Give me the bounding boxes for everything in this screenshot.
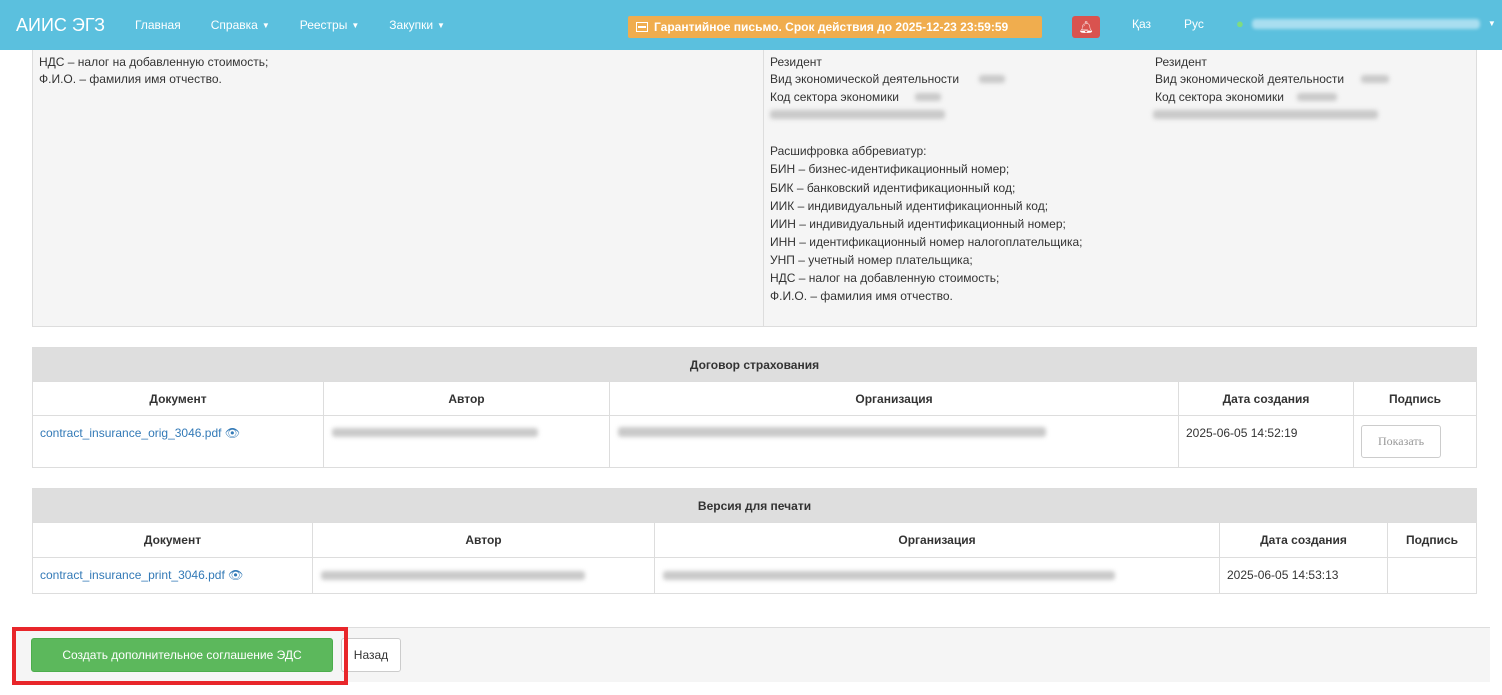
col-organization: Организация	[610, 382, 1179, 415]
redacted-value	[770, 110, 945, 119]
eye-icon[interactable]: 👁︎	[224, 426, 241, 440]
redacted-value	[1153, 110, 1378, 119]
organization-cell	[610, 416, 1179, 467]
guarantee-letter-text: Гарантийное письмо. Срок действия до 2025-12-23 23:59:59	[654, 20, 1009, 34]
table-header-row	[33, 523, 1476, 558]
abbr-iik: ИИК – индивидуальный идентификационный код;	[770, 199, 1049, 213]
middle-resident: Резидент	[770, 55, 822, 69]
highlight-frame	[12, 627, 348, 685]
date-cell: 2025-06-05 14:53:13	[1220, 558, 1388, 593]
document-link[interactable]: contract_insurance_print_3046.pdf	[40, 568, 225, 582]
table-title: Версия для печати	[33, 489, 1476, 523]
back-button[interactable]: Назад	[341, 638, 401, 672]
abbr-vat: НДС – налог на добавленную стоимость;	[770, 271, 1000, 285]
user-name-redacted	[1252, 19, 1480, 29]
document-link[interactable]: contract_insurance_orig_3046.pdf	[40, 426, 222, 440]
organization-cell	[655, 558, 1220, 593]
caret-down-icon: ▼	[351, 20, 360, 30]
col-organization: Организация	[655, 523, 1220, 557]
lang-kz[interactable]: Қаз	[1132, 17, 1152, 31]
redacted-author	[321, 571, 585, 580]
right-sector: Код сектора экономики	[1155, 90, 1284, 104]
show-signature-button[interactable]: Показать	[1361, 425, 1441, 458]
middle-activity: Вид экономической деятельности	[770, 72, 960, 86]
notifications-button[interactable]	[1072, 16, 1100, 38]
col-author: Автор	[313, 523, 655, 557]
abbr-bin: БИН – бизнес-идентификационный номер;	[770, 162, 1010, 176]
user-menu[interactable]	[1236, 16, 1496, 31]
redacted-organization	[618, 427, 1046, 437]
left-fio-line: Ф.И.О. – фамилия имя отчество.	[39, 72, 222, 86]
left-vat-line: НДС – налог на добавленную стоимость;	[39, 55, 269, 69]
lang-ru[interactable]: Рус	[1184, 17, 1204, 31]
col-created-date: Дата создания	[1220, 523, 1388, 557]
eye-icon[interactable]: 👁︎	[228, 568, 244, 582]
abbr-unp: УНП – учетный номер плательщика;	[770, 253, 973, 267]
caret-down-icon: ▼	[437, 20, 445, 30]
create-additional-agreement-button[interactable]: Создать дополнительное соглашение ЭДС	[31, 638, 333, 672]
document-cell	[33, 558, 313, 593]
abbr-fio: Ф.И.О. – фамилия имя отчество.	[770, 289, 953, 303]
redacted-value	[1297, 93, 1337, 101]
col-document: Документ	[33, 382, 324, 415]
nav-purchases-label: Закупки	[389, 18, 434, 32]
document-icon	[636, 22, 648, 32]
col-document: Документ	[33, 523, 313, 557]
col-created-date: Дата создания	[1179, 382, 1354, 415]
bell-icon: 🔔︎	[1078, 20, 1094, 34]
user-icon: ●	[1236, 16, 1244, 31]
abbr-bik: БИК – банковский идентификационный код;	[770, 181, 1016, 195]
guarantee-letter-badge[interactable]	[628, 16, 1042, 38]
table-title: Договор страхования	[33, 348, 1476, 382]
participant-details-panel	[32, 50, 1477, 327]
author-cell	[313, 558, 655, 593]
nav-registries-label: Реестры	[299, 18, 348, 32]
abbr-title: Расшифровка аббревиатур:	[770, 144, 927, 158]
redacted-value	[915, 93, 941, 101]
signature-cell	[1388, 558, 1476, 593]
abbr-iin: ИИН – индивидуальный идентификационный номер;	[770, 217, 1066, 231]
redacted-organization	[663, 571, 1115, 580]
table-header-row	[33, 382, 1476, 416]
date-cell: 2025-06-05 14:52:19	[1179, 416, 1354, 467]
column-divider	[763, 50, 764, 326]
insurance-contract-table	[32, 347, 1477, 468]
author-cell	[324, 416, 610, 467]
right-resident: Резидент	[1155, 55, 1207, 69]
table-row	[33, 558, 1476, 593]
redacted-value	[979, 75, 1005, 83]
document-cell	[33, 416, 324, 467]
redacted-value	[1361, 75, 1389, 83]
nav-home-label: Главная	[135, 18, 181, 32]
nav-help-label: Справка	[210, 18, 258, 32]
col-author: Автор	[324, 382, 610, 415]
nav-registries[interactable]	[300, 18, 360, 32]
abbr-inn: ИНН – идентификационный номер налогоплательщика;	[770, 235, 1083, 249]
table-row	[33, 416, 1476, 467]
nav-help[interactable]	[211, 18, 270, 32]
top-navbar	[0, 0, 1502, 50]
nav-home[interactable]	[135, 18, 181, 32]
col-signature: Подпись	[1388, 391, 1442, 406]
print-version-table	[32, 488, 1477, 594]
redacted-author	[332, 428, 538, 437]
caret-down-icon: ▼	[261, 20, 270, 30]
right-activity: Вид экономической деятельности	[1155, 72, 1345, 86]
col-signature: Подпись	[1405, 533, 1459, 547]
signature-cell	[1354, 416, 1476, 467]
middle-sector: Код сектора экономики	[770, 90, 899, 104]
brand-logo[interactable]: АИИС ЭГЗ	[16, 14, 106, 35]
nav-purchases[interactable]	[389, 18, 445, 32]
caret-down-icon: ▼	[1487, 19, 1496, 28]
